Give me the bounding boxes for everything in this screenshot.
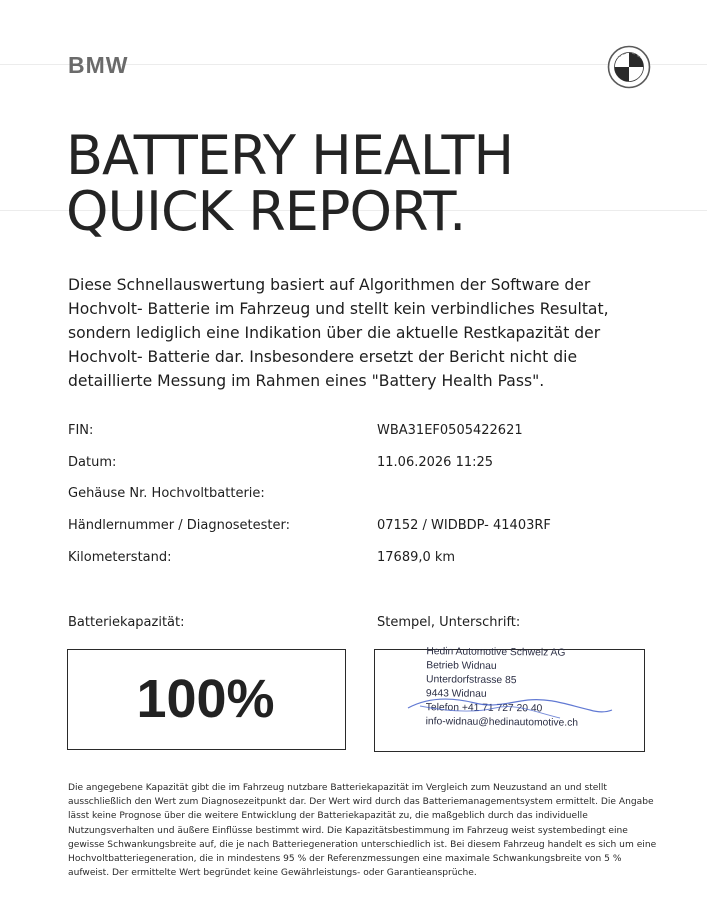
field-value-dealer: 07152 / WIDBDP- 41403RF — [377, 518, 551, 533]
signature-label: Stempel, Unterschrift: — [377, 615, 521, 630]
title-line-2: QUICK REPORT. — [66, 180, 466, 243]
title-line-1: BATTERY HEALTH — [66, 124, 514, 187]
handwritten-signature — [400, 688, 620, 728]
stamp-line: Betrieb Widnau — [426, 660, 497, 672]
field-label-mileage: Kilometerstand: — [68, 550, 172, 565]
page-title — [66, 124, 514, 243]
stamp-line: info-widnau@hedinautomotive.ch — [425, 716, 579, 729]
stamp-line: Hedin Automotive Schweiz AG — [426, 646, 566, 659]
bmw-roundel-icon — [607, 45, 651, 89]
disclaimer-footnote: Die angegebene Kapazität gibt die im Fahrzeug nutzbare Batteriekapazität im Vergleich zum Neuzustand an und stellt ausschließlich den Wert zum Diagnosezeitpunkt dar. Der Wert wird durch das Batteriemanagementsystem ermittelt. Die Angabe lässt keine Prognose über die weitere Entwicklung der Batteriekapazität zu, die maßgeblich durch das individuelle Nutzungsverhalten und äußere Einflüsse bestimmt wird. Die Kapazitätsbestimmung im Fahrzeug weist systembedingt eine gewisse Schwankungsbreite auf, die je nach Batteriegeneration unterschiedlich ist. Bei diesem Fahrzeug handelt es sich um eine Hochvoltbatteriegeneration, die in mindestens 95 % der Referenzmessungen eine maximale Schwankungsbreite von 5 % aufweist. Der ermittelte Wert begründet keine Gewährleistungs- oder Garantieansprüche. — [68, 783, 657, 879]
capacity-value: 100% — [136, 669, 275, 729]
intro-paragraph: Diese Schnellauswertung basiert auf Algorithmen der Software der Hochvolt- Batterie im Fahrzeug und stellt kein verbindliches Resultat, sondern lediglich eine Indikation über die aktuelle Restkapazität der Hochvolt- Batterie dar. Insbesondere ersetzt der Bericht nicht die detaillierte Messung im Rahmen eines "Battery Health Pass". — [68, 276, 609, 390]
field-label-date: Datum: — [68, 455, 117, 470]
capacity-label: Batteriekapazität: — [68, 615, 185, 630]
brand-wordmark: BMW — [68, 52, 129, 78]
field-label-battery-housing: Gehäuse Nr. Hochvoltbatterie: — [68, 486, 265, 501]
field-value-mileage: 17689,0 km — [377, 550, 456, 565]
field-value-date: 11.06.2026 11:25 — [377, 455, 494, 470]
stamp-line: Telefon +41 71 727 20 40 — [425, 702, 543, 715]
field-label-dealer: Händlernummer / Diagnosetester: — [68, 518, 291, 533]
field-label-fin: FIN: — [68, 423, 94, 438]
stamp-line: Unterdorfstrasse 85 — [426, 674, 517, 687]
stamp-line: 9443 Widnau — [425, 688, 487, 700]
field-value-fin: WBA31EF0505422621 — [377, 423, 523, 438]
